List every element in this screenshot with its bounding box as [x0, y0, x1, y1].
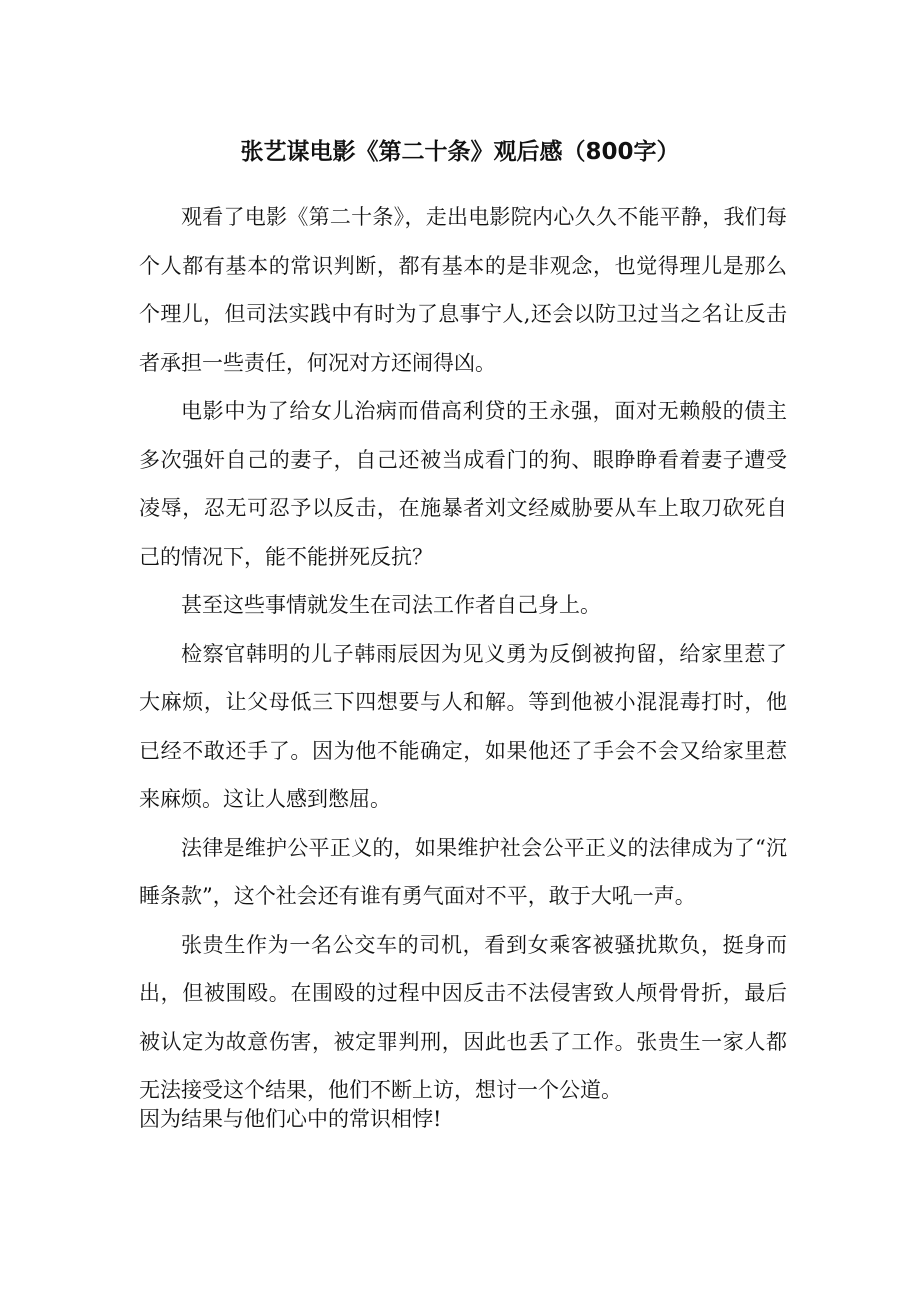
paragraph: 张贵生作为一名公交车的司机，看到女乘客被骚扰欺负，挺身而出，但被围殴。在围殴的过程中因反击不法侵害致人颅骨骨折，最后被认定为故意伤害，被定罪判刑，因此也丢了工作。张贵生一家人都无法接受这个结果，他们不断上访，想讨一个公道。 [139, 932, 787, 1102]
paragraph: 法律是维护公平正义的，如果维护社会公平正义的法律成为了“沉睡条款”，这个社会还有谁有勇气面对不平，敢于大吼一声。 [139, 835, 787, 908]
document-title: 张艺谋电影《第二十条》观后感（800字） [240, 139, 680, 165]
paragraph: 观看了电影《第二十条》，走出电影院内心久久不能平静，我们每个人都有基本的常识判断，都有基本的是非观念，也觉得理儿是那么个理儿，但司法实践中有时为了息事宁人,还会以防卫过当之名让反击者承担一些责任，何况对方还闹得凶。 [139, 205, 787, 375]
closing-line: 因为结果与他们心中的常识相悖! [139, 1107, 442, 1131]
paragraph: 电影中为了给女儿治病而借高利贷的王永强，面对无赖般的债主多次强奸自己的妻子，自己还被当成看门的狗、眼睁睁看着妻子遭受凌辱，忍无可忍予以反击，在施暴者刘文经威胁要从车上取刀砍死自己的情况下，能不能拼死反抗？ [139, 399, 787, 569]
paragraph: 甚至这些事情就发生在司法工作者自己身上。 [181, 593, 601, 617]
document-body [139, 193, 787, 1115]
paragraph: 检察官韩明的儿子韩雨辰因为见义勇为反倒被拘留，给家里惹了大麻烦，让父母低三下四想要与人和解。等到他被小混混毒打时，他已经不敢还手了。因为他不能确定，如果他还了手会不会又给家里惹来麻烦。这让人感到憋屈。 [139, 641, 787, 811]
